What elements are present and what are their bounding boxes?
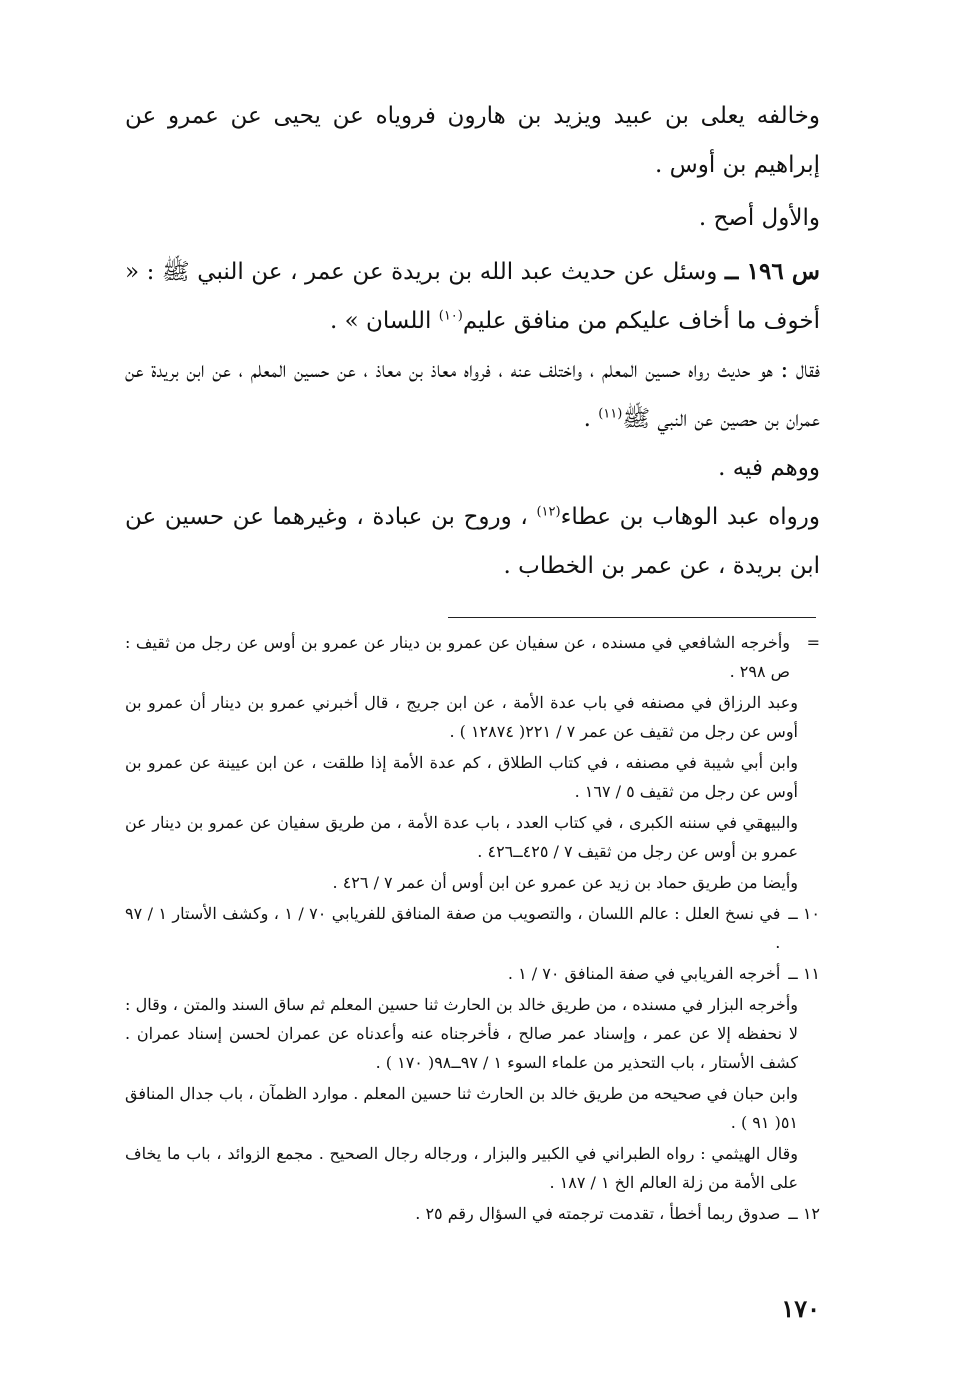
- footnote-line: وأيضا من طريق حماد بن زيد عن عمرو عن ابن أوس أن عمر ٧ / ٤٢٦ .: [332, 873, 798, 892]
- footnote-10: ١٠ ــ في نسخ العلل : عالم اللسان ، والتصويب من صفة المنافق للفريابي ٧٠ / ١ ، وكشف الأستار ١ / ٩٧ .: [125, 899, 820, 957]
- footnote-line: وعبد الرزاق في مصنفه في باب عدة الأمة ، عن ابن جريج ، قال أخبرني عمرو بن دينار أن عمرو بن أوس عن رجل من ثقيف عن عمر ٧ / ٢٢١( ١٢٨٧٤ ) .: [125, 693, 798, 741]
- paragraph-5: ووهم فيه .: [718, 455, 820, 481]
- footnote-marker: =: [806, 633, 820, 652]
- footnote-11: ١١ ــ أخرجه الفريابي في صفة المنافق ٧٠ / ١ .: [125, 959, 820, 988]
- footnote-line: وأخرجه البزار في مسنده ، من طريق خالد بن الحارث ثنا حسين المعلم ثم ساق السند والمتن ، وقال : لا نحفظه إلا عن عمر ، وإسناد عمر صالح ، فأخرجناه عنه وأعدناه عن عمران لحسن إسناد عمران . كشف الأستار ، باب التحذير من علماء السوء ١ / ٩٧ــ٩٨( ١٧٠ ) .: [125, 995, 799, 1072]
- footnote-marker: ١٢ ــ: [788, 1204, 820, 1223]
- page-number: ١٧٠: [781, 1294, 820, 1323]
- footnote-ref-11: (١١): [598, 406, 623, 422]
- paragraph-1: وخالفه يعلى بن عبيد ويزيد بن هارون فروياه عن يحيى عن عمرو عن إبراهيم بن أوس .: [125, 103, 820, 178]
- footnote-divider: [448, 617, 816, 618]
- footnote-continuation: = وأخرجه الشافعي في مسنده ، عن سفيان عن عمرو بن دينار عن عمرو بن أوس عن رجل من ثقيف : ص ٢٩٨ .: [125, 628, 820, 686]
- footnote-ref-10: (١٠): [438, 308, 463, 324]
- paragraph-6: ورواه عبد الوهاب بن عطاء$^{(١٢)}$ ، وروح بن عبادة ، وغيرهما عن حسين عن ابن بريدة ، عن عمر بن الخطاب .: [125, 504, 821, 579]
- footnote-marker: ١٠ ــ: [788, 904, 820, 923]
- footnote-line: والبيهقي في سننه الكبرى ، في كتاب العدد ، باب عدة الأمة ، من طريق سفيان عن عمرو بن دينار عن عمرو بن أوس عن رجل من ثقيف ٧ / ٤٢٥ــ٤٢٦ .: [125, 813, 798, 861]
- question-number: س ١٩٦ ــ: [724, 258, 821, 285]
- paragraph-2: والأول أصح .: [698, 205, 820, 231]
- footnote-line: وقال الهيثمي : رواه الطبراني في الكبير والبزار ، ورجاله رجال الصحيح . مجمع الزوائد ، باب ما يخاف على الأمة من زلة العالم الخ ١ / ١٨٧ .: [125, 1144, 798, 1192]
- paragraph-answer: فقال : هو حديث رواه حسين المعلم ، واختلف عنه ، فرواه معاذ بن معاذ ، عن حسين المعلم ، عن ابن بريدة عن عمران بن حصين عن النبي ﷺ$^{(١١)}$ .: [125, 357, 820, 432]
- question-196: س ١٩٦ ــ وسئل عن حديث عبد الله بن بريدة عن عمر ، عن النبي ﷺ : « أخوف ما أخاف عليكم من منافق عليم$^{(١٠)}$ اللسان » .: [125, 258, 821, 334]
- footnote-marker: ١١ ــ: [788, 964, 820, 983]
- footnote-line: وابن حبان في صحيحه من طريق خالد بن الحارث ثنا حسين المعلم . موارد الظمآن ، باب جدال المنافق ٥١( ٩١ ) .: [125, 1084, 798, 1132]
- footnote-12: ١٢ ــ صدوق ربما أخطأ ، تقدمت ترجمته في السؤال رقم ٢٥ .: [125, 1199, 820, 1228]
- footnote-line: وابن أبي شيبة في مصنفه ، في كتاب الطلاق ، كم عدة الأمة إذا طلقت ، عن ابن عيينة عن عمرو بن أوس عن رجل من ثقيف ٥ / ١٦٧ .: [125, 753, 799, 801]
- main-text: [125, 92, 820, 591]
- footnote-ref-12: (١٢): [536, 504, 561, 520]
- footnotes: [125, 628, 820, 1230]
